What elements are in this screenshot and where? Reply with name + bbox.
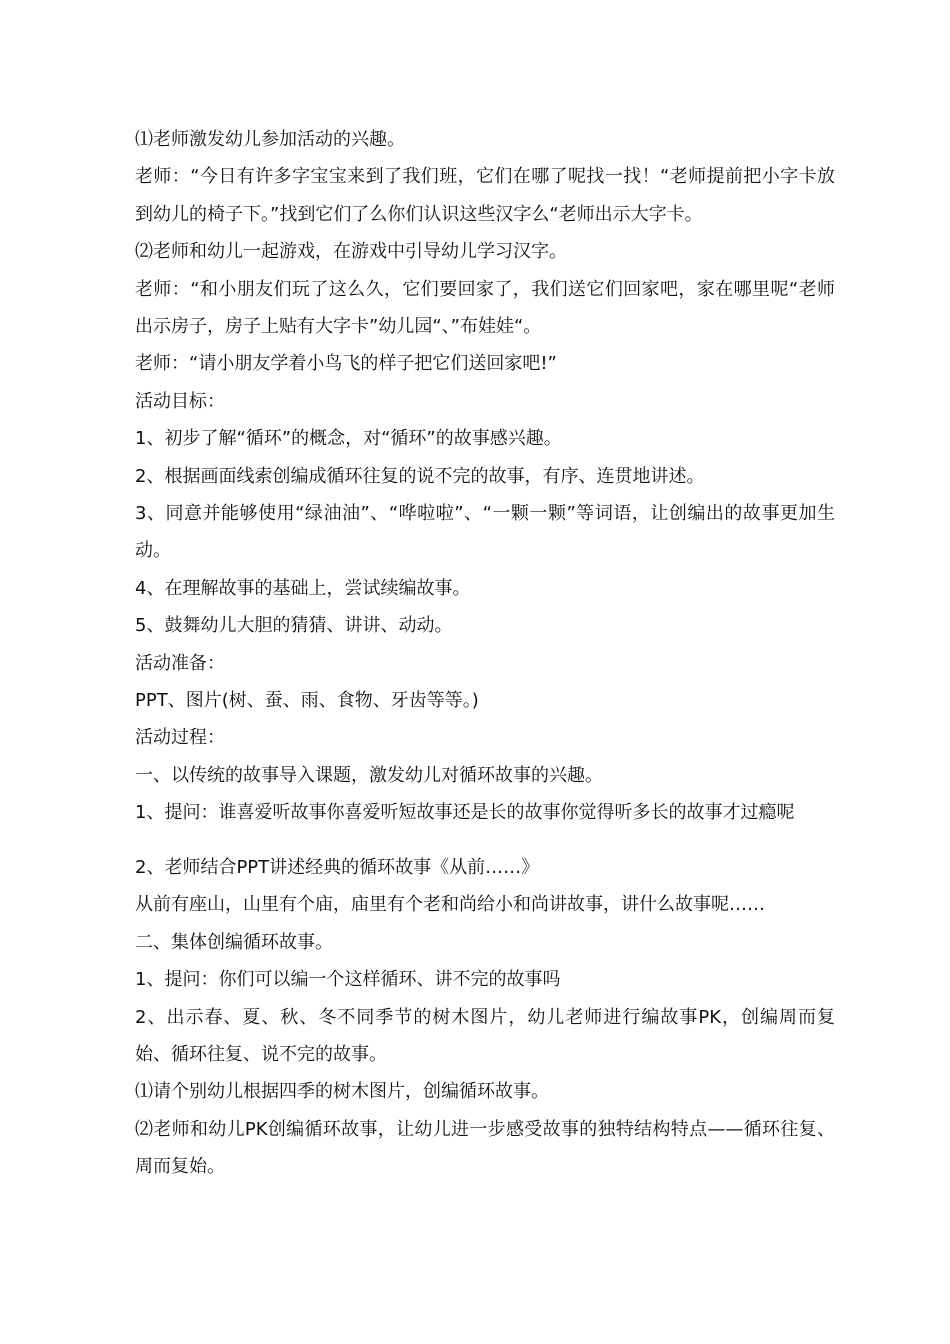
list-item: 1、初步了解“循环”的概念，对“循环”的故事感兴趣。: [135, 428, 562, 450]
list-item: 2、出示春、夏、秋、冬不同季节的树木图片，幼儿老师进行编故事PK，创编周而复始、循环往复、说不完的故事。: [135, 1006, 835, 1066]
paragraph: 老师：“请小朋友学着小鸟飞的样子把它们送回家吧!”: [135, 353, 557, 375]
paragraph: 从前有座山，山里有个庙，庙里有个老和尚给小和尚讲故事，讲什么故事呢……: [135, 894, 765, 916]
paragraph: PPT、图片(树、蚕、雨、食物、牙齿等等。): [135, 689, 479, 711]
paragraph: 老师：“今日有许多字宝宝来到了我们班，它们在哪了呢找一找！“老师提前把小字卡放到幼儿的椅子下。”找到它们了么你们认识这些汉字么“老师出示大字卡。: [135, 166, 835, 225]
paragraph: ⑵老师和幼儿PK创编循环故事，让幼儿进一步感受故事的独特结构特点——循环往复、周而复始。: [135, 1118, 835, 1178]
paragraph: 一、以传统的故事导入课题，激发幼儿对循环故事的兴趣。: [135, 764, 603, 786]
list-item: 5、鼓舞幼儿大胆的猜猜、讲讲、动动。: [135, 615, 453, 637]
paragraph: 老师：“和小朋友们玩了这么久，它们要回家了，我们送它们回家吧，家在哪里呢“老师出示房子，房子上贴有大字卡”幼儿园“、”布娃娃“。: [135, 278, 835, 337]
section-heading: 活动过程：: [135, 727, 225, 749]
list-item: 2、老师结合PPT讲述经典的循环故事《从前……》: [135, 857, 540, 879]
section-heading: 活动目标：: [135, 390, 225, 412]
list-item: 4、在理解故事的基础上，尝试续编故事。: [135, 577, 471, 599]
list-item: 1、提问：谁喜爱听故事你喜爱听短故事还是长的故事你觉得听多长的故事才过瘾呢: [135, 802, 795, 824]
paragraph: ⑴老师激发幼儿参加活动的兴趣。: [135, 129, 405, 150]
paragraph: 二、集体创编循环故事。: [135, 931, 333, 953]
paragraph: ⑵老师和幼儿一起游戏，在游戏中引导幼儿学习汉字。: [135, 241, 567, 263]
document-body: [117, 121, 835, 1186]
list-item: 2、根据画面线索创编成循环往复的说不完的故事，有序、连贯地讲述。: [135, 465, 705, 487]
section-heading: 活动准备：: [135, 652, 225, 674]
paragraph: ⑴请个别幼儿根据四季的树木图片，创编循环故事。: [135, 1081, 549, 1103]
list-item: 3、同意并能够使用“绿油油”、“哗啦啦”、“一颗一颗”等词语，让创编出的故事更加生动。: [135, 502, 835, 562]
list-item: 1、提问：你们可以编一个这样循环、讲不完的故事吗: [135, 969, 561, 991]
